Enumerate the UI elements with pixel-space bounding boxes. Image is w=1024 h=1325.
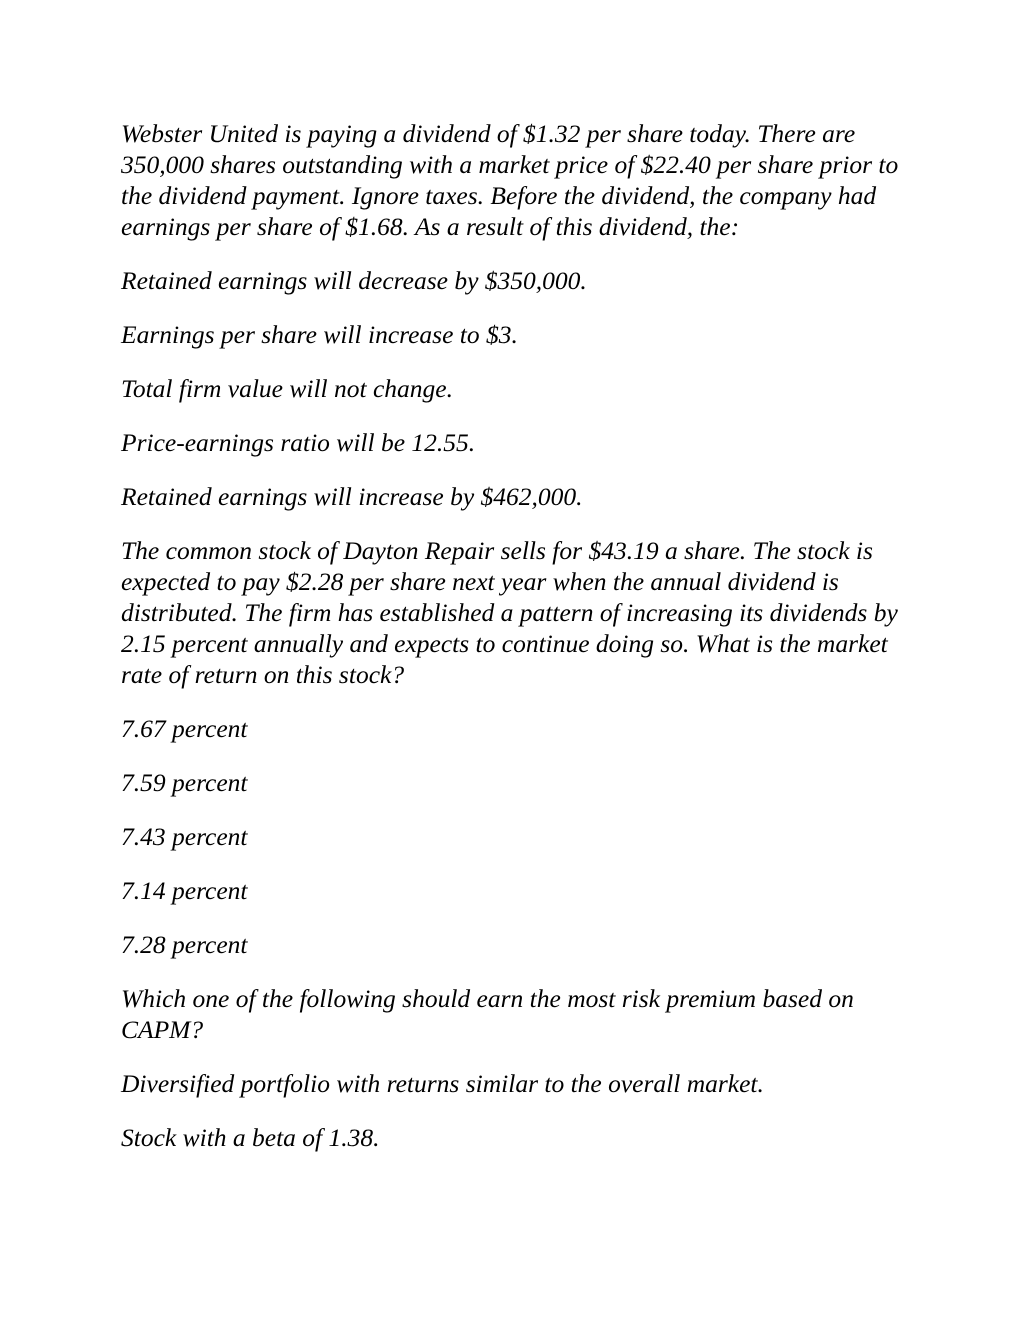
question-2-option: 7.67 percent	[121, 714, 248, 743]
question-2-option: 7.59 percent	[121, 768, 248, 797]
question-1-option: Price-earnings ratio will be 12.55.	[121, 428, 476, 457]
question-3-text: Which one of the following should earn the most risk premium based on CAPM?	[121, 984, 854, 1044]
question-3-option: Stock with a beta of 1.38.	[121, 1123, 380, 1152]
question-1-text: Webster United is paying a dividend of $1.32 per share today. There are 350,000 shares outstanding with a market price of $22.40 per share prior to the dividend payment. Ignore taxes. Before the dividend, the company had earnings per share of $1.68. As a result of this dividend, the:	[121, 119, 899, 241]
document-page	[121, 118, 911, 1176]
question-1-option: Retained earnings will increase by $462,000.	[121, 482, 583, 511]
question-2-text: The common stock of Dayton Repair sells for $43.19 a share. The stock is expected to pay $2.28 per share next year when the annual dividend is distributed. The firm has established a pattern of increasing its dividends by 2.15 percent annually and expects to continue doing so. What is the market rate of return on this stock?	[121, 536, 898, 689]
question-2-option: 7.28 percent	[121, 930, 248, 959]
question-2-option: 7.14 percent	[121, 876, 248, 905]
question-2-option: 7.43 percent	[121, 822, 248, 851]
question-3-option: Diversified portfolio with returns similar to the overall market.	[121, 1069, 764, 1098]
question-1-option: Total firm value will not change.	[121, 374, 453, 403]
question-1-option: Earnings per share will increase to $3.	[121, 320, 518, 349]
question-1-option: Retained earnings will decrease by $350,000.	[121, 266, 587, 295]
